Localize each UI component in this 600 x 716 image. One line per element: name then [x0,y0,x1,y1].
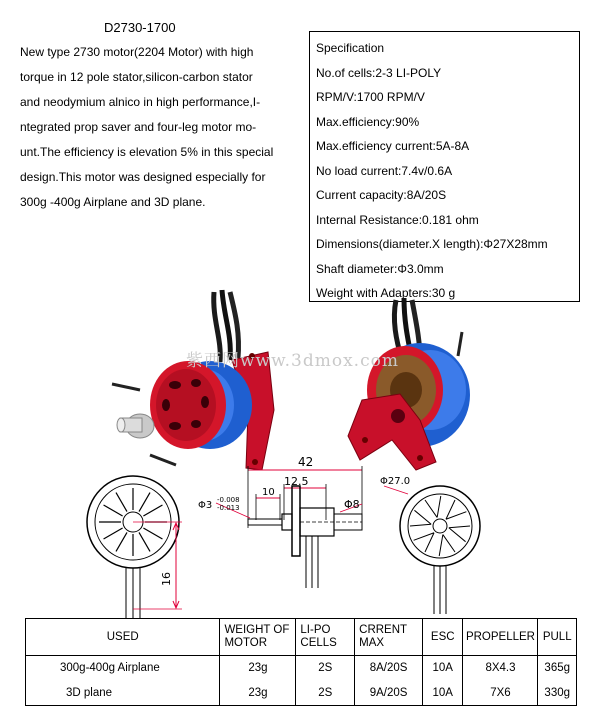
dim-27-label: Φ27.0 [380,476,411,487]
performance-table [25,618,577,706]
spec-row: No load current:7.4v/0.6A [316,163,453,178]
table-row [26,656,577,681]
description-line: design.This motor was designed especially for [20,170,266,184]
cell-propeller: 8X4.3 [463,656,538,681]
stator-tooth [139,532,150,551]
shaft-tol-lower: -0.013 [217,504,240,512]
header-pull: PULL [538,619,577,656]
cell-pull: 330g [538,681,577,706]
dim-10-label: 10 [262,487,275,498]
dim-42-label: 42 [298,455,314,469]
shaft-tol-upper: -0.008 [217,496,240,504]
dim-12-5-label: 12.5 [284,475,309,488]
cell-pull: 365g [538,656,577,681]
spec-row: Max.efficiency current:5A-8A [316,139,470,153]
spec-row: Shaft diameter:Φ3.0mm [316,261,444,276]
spec-row: No.of cells:2-3 LI-POLY [316,65,442,80]
mount-spoke [410,510,431,526]
cell-current: 9A/20S [355,681,423,706]
dim-8-label: Φ8 [344,498,360,511]
cell-current: 8A/20S [355,656,423,681]
shaft-dia-label: Φ3 [198,500,213,511]
header-used: USED [26,619,220,656]
description-line: New type 2730 motor(2204 Motor) with high [20,45,254,59]
mount-spoke [449,526,470,542]
cell-weight: 23g [220,656,296,681]
stator-tooth [143,528,162,539]
header-weight: WEIGHT OF MOTOR [220,619,296,656]
cell-cells: 2S [296,656,355,681]
mount-spoke [446,500,466,519]
cell-weight: 23g [220,681,296,706]
product-title: D2730-1700 [104,20,176,35]
mount-spoke [414,533,434,552]
table-row [26,681,577,706]
header-esc: ESC [422,619,463,656]
description-line: 300g -400g Airplane and 3D plane. [20,195,206,209]
stator-tooth [116,532,127,551]
spec-heading: Specification [316,41,385,55]
spec-row: Internal Resistance:0.181 ohm [316,212,479,227]
description-line: ntegrated prop saver and four-leg motor mo- [20,120,257,134]
spec-row: Max.efficiency:90% [316,114,420,129]
header-cells: LI-PO CELLS [296,619,355,656]
stator-tooth [143,505,162,516]
dim-16-label: 16 [160,572,173,586]
description-line: torque in 12 pole stator,silicon-carbon stator [20,70,253,84]
cell-used: 3D plane [26,681,220,706]
header-current: CRRENT MAX [355,619,423,656]
stator-tooth [116,493,127,512]
description-line: unt.The efficiency is elevation 5% in this special [20,145,274,159]
description-line: and neodymium alnico in high performance,I- [20,95,261,109]
cell-propeller: 7X6 [463,681,538,706]
spec-row: Dimensions(diameter.X length):Φ27X28mm [316,237,548,251]
stator-tooth [104,528,123,539]
cell-cells: 2S [296,681,355,706]
cell-esc: 10A [422,681,463,706]
spec-row: RPM/V:1700 RPM/V [316,90,425,104]
cell-esc: 10A [422,656,463,681]
header-propeller: PROPELLER [463,619,538,656]
mount-spoke [439,535,455,556]
spec-row: Weight with Adapters:30 g [316,286,456,300]
mount-end-view [384,486,480,614]
stator-tooth [139,493,150,512]
stator-end-view [87,476,179,618]
watermark-text: 紫西网www.3dmox.com [186,351,399,371]
spec-row: Current capacity:8A/20S [316,188,447,202]
table-header-row [26,619,577,656]
mount-spoke [425,496,441,517]
cell-used: 300g-400g Airplane [26,656,220,681]
stator-tooth [104,505,123,516]
